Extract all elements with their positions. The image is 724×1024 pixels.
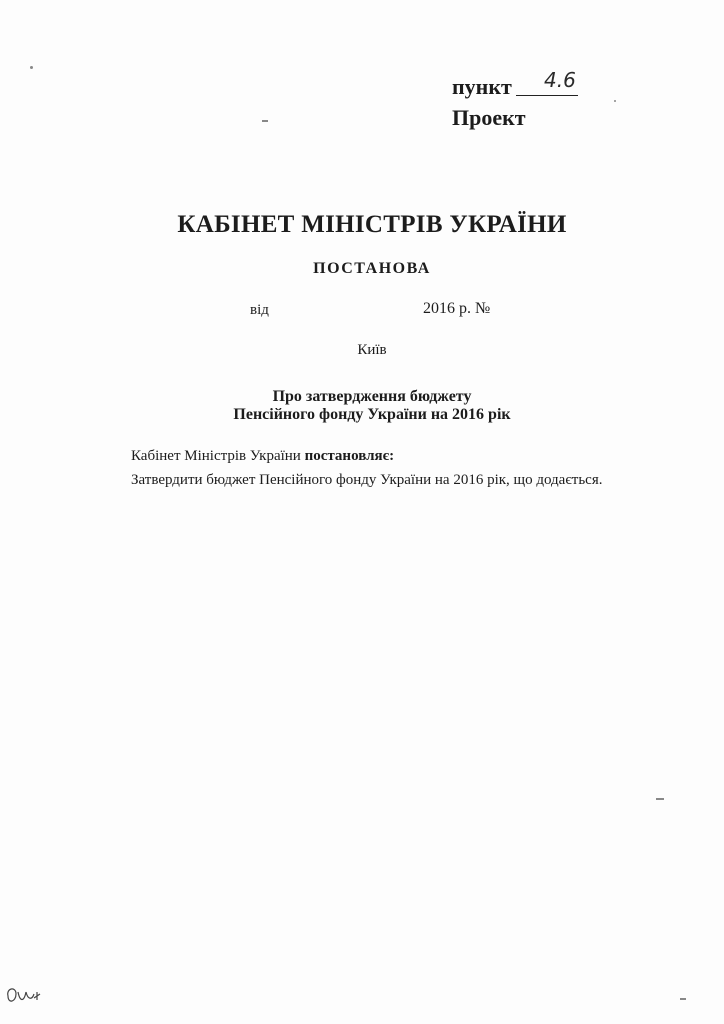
body-paragraph: Затвердити бюджет Пенсійного фонду України на 2016 рік, що додається.: [131, 472, 603, 488]
date-prefix: від: [250, 302, 269, 318]
scan-speck: [30, 66, 33, 69]
city: Київ: [357, 342, 387, 358]
margin-scribble: [4, 982, 44, 1012]
preamble: [100, 444, 660, 468]
document-type: ПОСТАНОВА: [313, 260, 431, 277]
punkt-handwritten-value: 4.6: [544, 68, 576, 92]
punkt-text: пункт: [452, 74, 512, 99]
preamble-verb: постановляє:: [304, 448, 395, 464]
scan-speck: [680, 998, 686, 1000]
scan-speck: [614, 100, 616, 102]
scan-speck: [656, 798, 664, 800]
subject-line-2: Пенсійного фонду України на 2016 рік: [233, 406, 511, 423]
date-number: 2016 р. №: [423, 300, 491, 317]
authority-title: КАБІНЕТ МІНІСТРІВ УКРАЇНИ: [177, 211, 567, 238]
preamble-text: Кабінет Міністрів України: [131, 448, 305, 464]
scan-speck: [262, 120, 268, 122]
subject-line-1: Про затвердження бюджету: [272, 388, 472, 405]
project-label: Проект: [452, 105, 526, 130]
